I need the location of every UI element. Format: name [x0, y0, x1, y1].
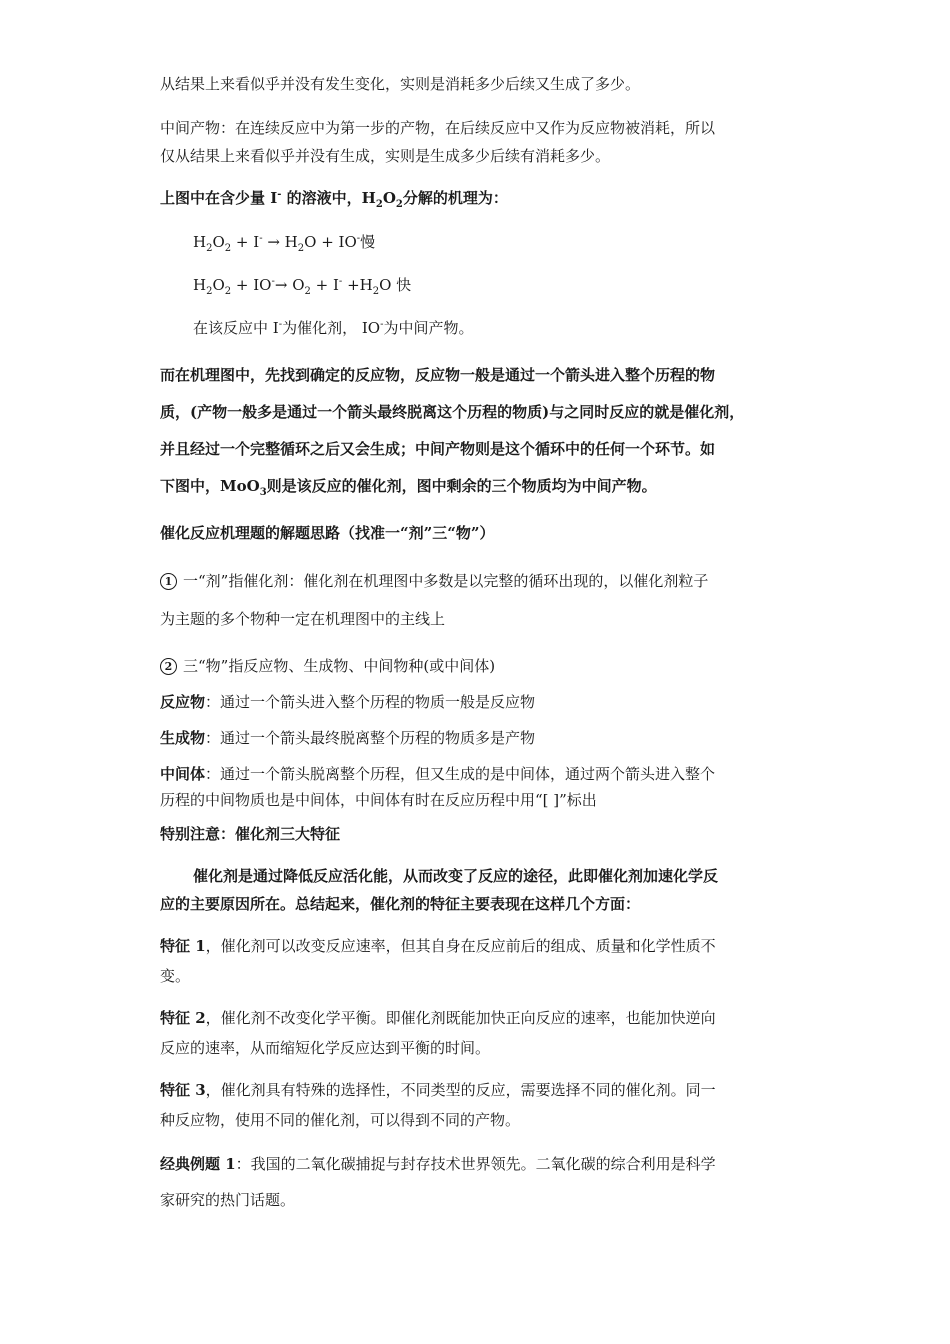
- feature-two-line-1: 特征 2，催化剂不改变化学平衡。即催化剂既能加快正向反应的速率，也能加快逆向: [160, 1009, 716, 1027]
- product-definition: 生成物：通过一个箭头最终脱离整个历程的物质多是产物: [160, 729, 536, 747]
- intermediate-definition-line-1: 中间体：通过一个箭头脱离整个历程，但又生成的是中间体，通过两个箭头进入整个: [160, 765, 716, 783]
- point-one-line-1: 1 一“剂”指催化剂：催化剂在机理图中多数是以完整的循环出现的，以催化剂粒子: [160, 571, 708, 591]
- example-line-2: 家研究的热门话题。: [160, 1191, 296, 1209]
- summary-line-1: 催化剂是通过降低反应活化能，从而改变了反应的途径，此即催化剂加速化学反: [193, 867, 719, 885]
- strategy-heading: 催化反应机理题的解题思路（找准一“剂”三“物”）: [160, 524, 495, 542]
- intermediate-definition-line-2: 仅从结果上来看似乎并没有生成，实则是生成多少后续有消耗多少。: [160, 147, 611, 165]
- feature-three-line-1: 特征 3，催化剂具有特殊的选择性，不同类型的反应，需要选择不同的催化剂。同一: [160, 1081, 716, 1099]
- feature-one-line-2: 变。: [160, 967, 191, 985]
- example-line-1: 经典例题 1：我国的二氧化碳捕捉与封存技术世界领先。二氧化碳的综合利用是科学: [160, 1155, 716, 1173]
- mechanism-paragraph-line-2: 质，(产物一般多是通过一个箭头最终脱离这个历程的物质)与之同时反应的就是催化剂，: [160, 403, 745, 421]
- equation-fast-step: $H_2O_2 + IO^-\to O_2 + I^- +H_2O$ 快: [193, 276, 412, 297]
- catalyst-identification: 在该反应中 I-为催化剂， IO-为中间产物。: [193, 319, 474, 337]
- mechanism-intro: 上图中在含少量 I- 的溶液中，$H_2O_2$分解的机理为：: [160, 189, 508, 210]
- equation-slow-step: $H_2O_2 + I^- \to H_2O + IO^-$慢: [193, 233, 376, 254]
- special-note-heading: 特别注意：催化剂三大特征: [160, 825, 341, 843]
- paragraph-line: 从结果上来看似乎并没有发生变化，实则是消耗多少后续又生成了多少。: [160, 75, 641, 93]
- feature-three-line-2: 种反应物，使用不同的催化剂，可以得到不同的产物。: [160, 1111, 521, 1129]
- circled-number-two: 2: [160, 658, 177, 675]
- circled-number-one: 1: [160, 573, 177, 590]
- mechanism-paragraph-line-1: 而在机理图中，先找到确定的反应物，反应物一般是通过一个箭头进入整个历程的物: [160, 366, 716, 384]
- point-two-line: 2 三“物”指反应物、生成物、中间物种(或中间体): [160, 656, 495, 676]
- mechanism-paragraph-line-4: 下图中，MoO$_3$则是该反应的催化剂，图中剩余的三个物质均为中间产物。: [160, 477, 657, 498]
- feature-two-line-2: 反应的速率，从而缩短化学反应达到平衡的时间。: [160, 1039, 491, 1057]
- reactant-definition: 反应物：通过一个箭头进入整个历程的物质一般是反应物: [160, 693, 536, 711]
- intermediate-definition-line-1: 中间产物：在连续反应中为第一步的产物，在后续反应中又作为反应物被消耗，所以: [160, 119, 716, 137]
- mechanism-paragraph-line-3: 并且经过一个完整循环之后又会生成；中间产物则是这个循环中的任何一个环节。如: [160, 440, 716, 458]
- point-one-line-2: 为主题的多个物种一定在机理图中的主线上: [160, 610, 446, 628]
- intermediate-definition-line-2: 历程的中间物质也是中间体，中间体有时在反应历程中用“[ ]”标出: [160, 791, 597, 809]
- summary-line-2: 应的主要原因所在。总结起来，催化剂的特征主要表现在这样几个方面：: [160, 895, 641, 913]
- feature-one-line-1: 特征 1，催化剂可以改变反应速率，但其自身在反应前后的组成、质量和化学性质不: [160, 937, 716, 955]
